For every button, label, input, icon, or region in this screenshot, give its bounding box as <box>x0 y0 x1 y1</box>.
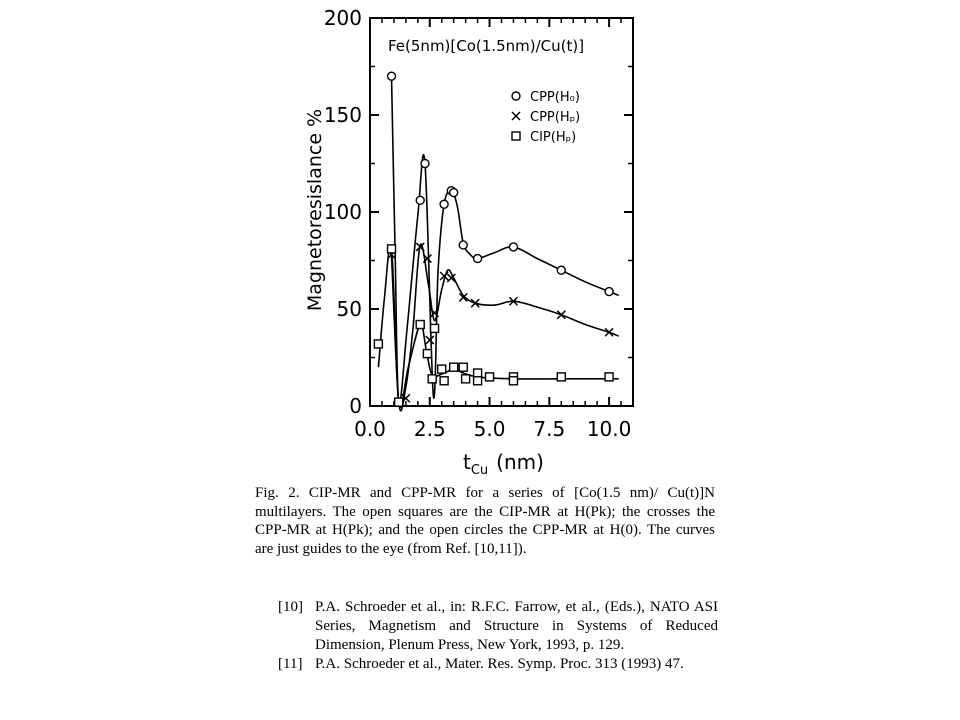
data-point-circle <box>421 160 429 168</box>
data-point-circle <box>557 266 565 274</box>
reference-number: [10] <box>278 599 303 615</box>
data-point-circle <box>474 255 482 263</box>
references <box>278 598 718 674</box>
x-tick-label: 10.0 <box>586 417 632 441</box>
guide-curves <box>378 76 618 411</box>
y-tick-label: 100 <box>323 200 362 224</box>
data-point-circle <box>440 200 448 208</box>
data-point-square <box>440 377 448 385</box>
legend-marker-circle <box>512 92 520 100</box>
y-tick-label: 50 <box>336 297 362 321</box>
data-point-square <box>509 377 517 385</box>
series-curve-cross <box>392 244 619 411</box>
x-tick-label: 2.5 <box>413 417 446 441</box>
figure-caption <box>255 484 715 558</box>
data-point-circle <box>416 196 424 204</box>
data-point-square <box>459 363 467 371</box>
data-point-circle <box>450 189 458 197</box>
data-point-square <box>474 369 482 377</box>
y-tick-label: 0 <box>349 394 362 418</box>
reference-text: P.A. Schroeder et al., Mater. Res. Symp. Proc. 313 (1993) 47. <box>315 656 684 672</box>
data-point-square <box>557 373 565 381</box>
data-point-square <box>416 321 424 329</box>
chart-title: Fe(5nm)[Co(1.5nm)/Cu(t)] <box>388 37 585 55</box>
data-point-circle <box>509 243 517 251</box>
legend-label: CPP(Hₚ) <box>530 110 581 125</box>
reference-text: P.A. Schroeder et al., in: R.F.C. Farrow, et al., (Eds.), NATO ASI Series, Magnetism and Structure in Systems of Reduced Dimension, Plenum Press, New York, 1993, p. 129. <box>315 599 718 653</box>
legend-marker-square <box>512 132 520 140</box>
x-tick-label: 5.0 <box>473 417 506 441</box>
reference-number: [11] <box>278 656 303 672</box>
data-point-square <box>486 373 494 381</box>
series-curve-square <box>378 245 618 407</box>
plot-frame <box>370 18 633 406</box>
legend-label: CIP(Hₚ) <box>530 130 577 145</box>
data-point-circle <box>388 72 396 80</box>
caption-fig-label: Fig. 2. <box>255 485 300 501</box>
data-point-square <box>474 377 482 385</box>
data-point-square <box>462 375 470 383</box>
data-point-circle <box>605 288 613 296</box>
y-tick-label: 150 <box>323 103 362 127</box>
x-axis-unit: (nm) <box>496 450 544 474</box>
data-point-square <box>388 245 396 253</box>
data-point-square <box>431 324 439 332</box>
data-point-square <box>374 340 382 348</box>
data-point-cross <box>605 328 613 336</box>
y-tick-label: 200 <box>323 6 362 30</box>
data-point-square <box>450 363 458 371</box>
data-point-square <box>605 373 613 381</box>
y-axis-label: Magnetoresislance % <box>304 108 326 312</box>
legend <box>512 90 580 145</box>
legend-label: CPP(H₀) <box>530 90 580 105</box>
data-point-square <box>395 398 403 406</box>
reference-item <box>278 655 718 674</box>
x-axis-label <box>463 450 544 478</box>
data-point-cross <box>426 336 434 344</box>
data-point-square <box>423 350 431 358</box>
reference-item <box>278 598 718 655</box>
x-axis-subscript: Cu <box>470 463 489 478</box>
data-point-square <box>438 365 446 373</box>
legend-marker-cross <box>512 112 520 120</box>
x-tick-label: 0.0 <box>354 417 386 441</box>
x-tick-label: 7.5 <box>533 417 566 441</box>
data-point-cross <box>557 311 565 319</box>
data-point-square <box>428 375 436 383</box>
x-axis-symbol: t <box>463 450 471 474</box>
caption-text: CIP-MR and CPP-MR for a series of [Co(1.5 nm)/ Cu(t)]N multilayers. The open squares are the CIP-MR at H(Pk); the crosses the CPP-MR at H(Pk); and the open circles the CPP-MR at H(0). The curves are just guides to the eye (from Ref. [10,11]). <box>255 485 716 557</box>
data-point-circle <box>459 241 467 249</box>
